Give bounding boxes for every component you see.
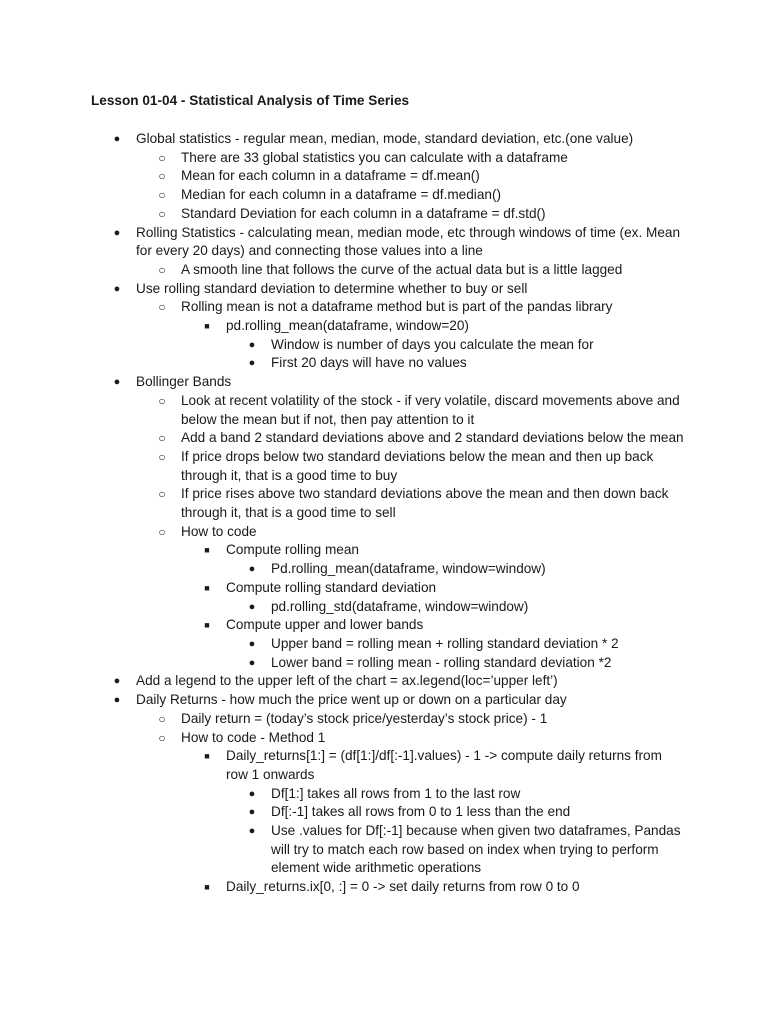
list-item-text: Mean for each column in a dataframe = df.mean(): [181, 168, 480, 184]
bullet-icon: ○: [158, 393, 166, 408]
list-item-level-2: [0, 448, 768, 485]
list-item-level-2: [0, 429, 768, 448]
list-item-text: If price drops below two standard deviations below the mean and then up back through it, that is a good time to buy: [181, 448, 654, 483]
list-item-text: Daily Returns - how much the price went up or down on a particular day: [136, 692, 567, 708]
list-item-level-2: [0, 523, 768, 542]
bullet-icon: ●: [113, 282, 121, 295]
list-item-text: Df[1:] takes all rows from 1 to the last row: [271, 785, 521, 801]
bullet-icon: ●: [248, 787, 256, 800]
bullet-icon: ○: [158, 150, 166, 165]
list-item-level-2: [0, 261, 768, 280]
list-item-text: Upper band = rolling mean + rolling standard deviation * 2: [271, 635, 619, 651]
list-item-level-2: [0, 392, 768, 429]
list-item-level-1: [0, 672, 768, 691]
list-item-level-1: [0, 373, 768, 392]
list-item-level-2: [0, 186, 768, 205]
list-item-level-3: [0, 878, 768, 897]
bullet-icon: ●: [248, 357, 256, 370]
list-item-text: Standard Deviation for each column in a dataframe = df.std(): [181, 205, 546, 221]
list-item-level-2: [0, 729, 768, 748]
list-item-level-4: [0, 785, 768, 804]
list-item-level-2: [0, 485, 768, 522]
list-item-text: Daily return = (today’s stock price/yesterday’s stock price) - 1: [181, 710, 548, 726]
list-item-text: Rolling mean is not a dataframe method but is part of the pandas library: [181, 299, 613, 315]
list-item-text: If price rises above two standard deviations above the mean and then down back through it, that is a good time to sell: [181, 486, 669, 521]
list-item-text: Daily_returns[1:] = (df[1:]/df[:-1].values) - 1 -> compute daily returns from row 1 onwards: [226, 748, 662, 782]
bullet-icon: ●: [248, 338, 256, 351]
list-item-level-3: [0, 317, 768, 336]
bullet-icon: ○: [158, 449, 166, 464]
list-item-level-1: [0, 130, 768, 149]
list-item-text: Bollinger Bands: [136, 374, 232, 390]
list-item-text: Global statistics - regular mean, median, mode, standard deviation, etc.(one value): [136, 131, 634, 146]
bullet-icon: ●: [248, 563, 256, 576]
bullet-icon: ●: [113, 226, 121, 239]
bullet-icon: ○: [158, 711, 166, 726]
bullet-icon: ■: [204, 882, 210, 893]
list-item-text: How to code - Method 1: [181, 729, 326, 745]
list-item-level-4: [0, 560, 768, 579]
bullet-icon: ■: [204, 751, 210, 762]
bullet-icon: ●: [248, 656, 256, 669]
bullet-icon: ○: [158, 487, 166, 502]
bullet-icon: ○: [158, 730, 166, 745]
bullet-icon: ○: [158, 206, 166, 221]
list-item-level-2: [0, 205, 768, 224]
list-item-text: How to code: [181, 523, 257, 539]
bullet-icon: ●: [113, 675, 121, 688]
list-item-text: First 20 days will have no values: [271, 355, 467, 371]
list-item-text: Pd.rolling_mean(dataframe, window=window): [271, 561, 546, 577]
bullet-icon: ●: [248, 600, 256, 613]
list-item-text: Use rolling standard deviation to determine whether to buy or sell: [136, 280, 528, 296]
list-item-text: pd.rolling_std(dataframe, window=window): [271, 598, 529, 614]
bullet-icon: ■: [204, 582, 210, 593]
list-item-text: Compute rolling mean: [226, 542, 359, 558]
list-item-level-4: [0, 822, 768, 878]
bullet-icon: ■: [204, 321, 210, 332]
list-item-level-3: [0, 747, 768, 784]
list-item-text: Window is number of days you calculate the mean for: [271, 336, 594, 352]
list-item-text: Median for each column in a dataframe = df.median(): [181, 187, 501, 203]
list-item-text: Compute rolling standard deviation: [226, 579, 437, 595]
list-item-text: Add a band 2 standard deviations above and 2 standard deviations below the mean: [181, 430, 684, 446]
bullet-icon: ○: [158, 262, 166, 277]
list-item-text: pd.rolling_mean(dataframe, window=20): [226, 318, 469, 334]
bullet-icon: ■: [204, 620, 210, 631]
bullet-icon: ●: [113, 133, 121, 145]
list-item-level-4: [0, 654, 768, 673]
list-item-level-1: [0, 224, 768, 261]
list-item-level-2: [0, 710, 768, 729]
bullet-icon: ○: [158, 300, 166, 315]
list-item-level-4: [0, 803, 768, 822]
list-item-level-1: [0, 691, 768, 710]
bullet-icon: ●: [113, 376, 121, 389]
list-item-text: Lower band = rolling mean - rolling standard deviation *2: [271, 654, 612, 670]
bullet-icon: ●: [248, 825, 256, 838]
bullet-icon: ○: [158, 188, 166, 203]
list-item-level-2: [0, 149, 768, 168]
list-item-level-3: [0, 616, 768, 635]
list-item-level-2: [0, 298, 768, 317]
bullet-icon: ●: [248, 806, 256, 819]
list-item-level-4: [0, 598, 768, 617]
list-item-text: Df[:-1] takes all rows from 0 to 1 less than the end: [271, 804, 571, 820]
bullet-icon: ○: [158, 431, 166, 446]
lesson-title: Lesson 01-04 - Statistical Analysis of Time Series: [91, 93, 410, 108]
list-item-text: Rolling Statistics - calculating mean, median mode, etc through windows of time (ex. Mean for every 20 days) and connecting those values into a line: [136, 224, 681, 259]
list-item-level-4: [0, 354, 768, 373]
bullet-icon: ○: [158, 524, 166, 539]
list-item-level-2: [0, 167, 768, 186]
list-item-text: There are 33 global statistics you can calculate with a dataframe: [181, 149, 568, 165]
list-item-level-4: [0, 635, 768, 654]
notes-list: [0, 130, 768, 897]
list-item-text: Daily_returns.ix[0, :] = 0 -> set daily returns from row 0 to 0: [226, 879, 580, 895]
bullet-icon: ○: [158, 169, 166, 184]
list-item-text: A smooth line that follows the curve of the actual data but is a little lagged: [181, 261, 623, 277]
list-item-level-3: [0, 541, 768, 560]
list-item-text: Add a legend to the upper left of the chart = ax.legend(loc=’upper left’): [136, 673, 558, 689]
list-item-level-3: [0, 579, 768, 598]
bullet-icon: ●: [113, 694, 121, 707]
bullet-icon: ■: [204, 545, 210, 556]
list-item-level-4: [0, 336, 768, 355]
list-item-level-1: [0, 280, 768, 299]
list-item-text: Compute upper and lower bands: [226, 617, 424, 633]
list-item-text: Use .values for Df[:-1] because when given two dataframes, Pandas will try to match each row based on index when trying to perform element wide arithmetic operations: [271, 823, 681, 876]
bullet-icon: ●: [248, 637, 256, 650]
list-item-text: Look at recent volatility of the stock - if very volatile, discard movements above and below the mean but if not, then pay attention to it: [181, 392, 680, 427]
